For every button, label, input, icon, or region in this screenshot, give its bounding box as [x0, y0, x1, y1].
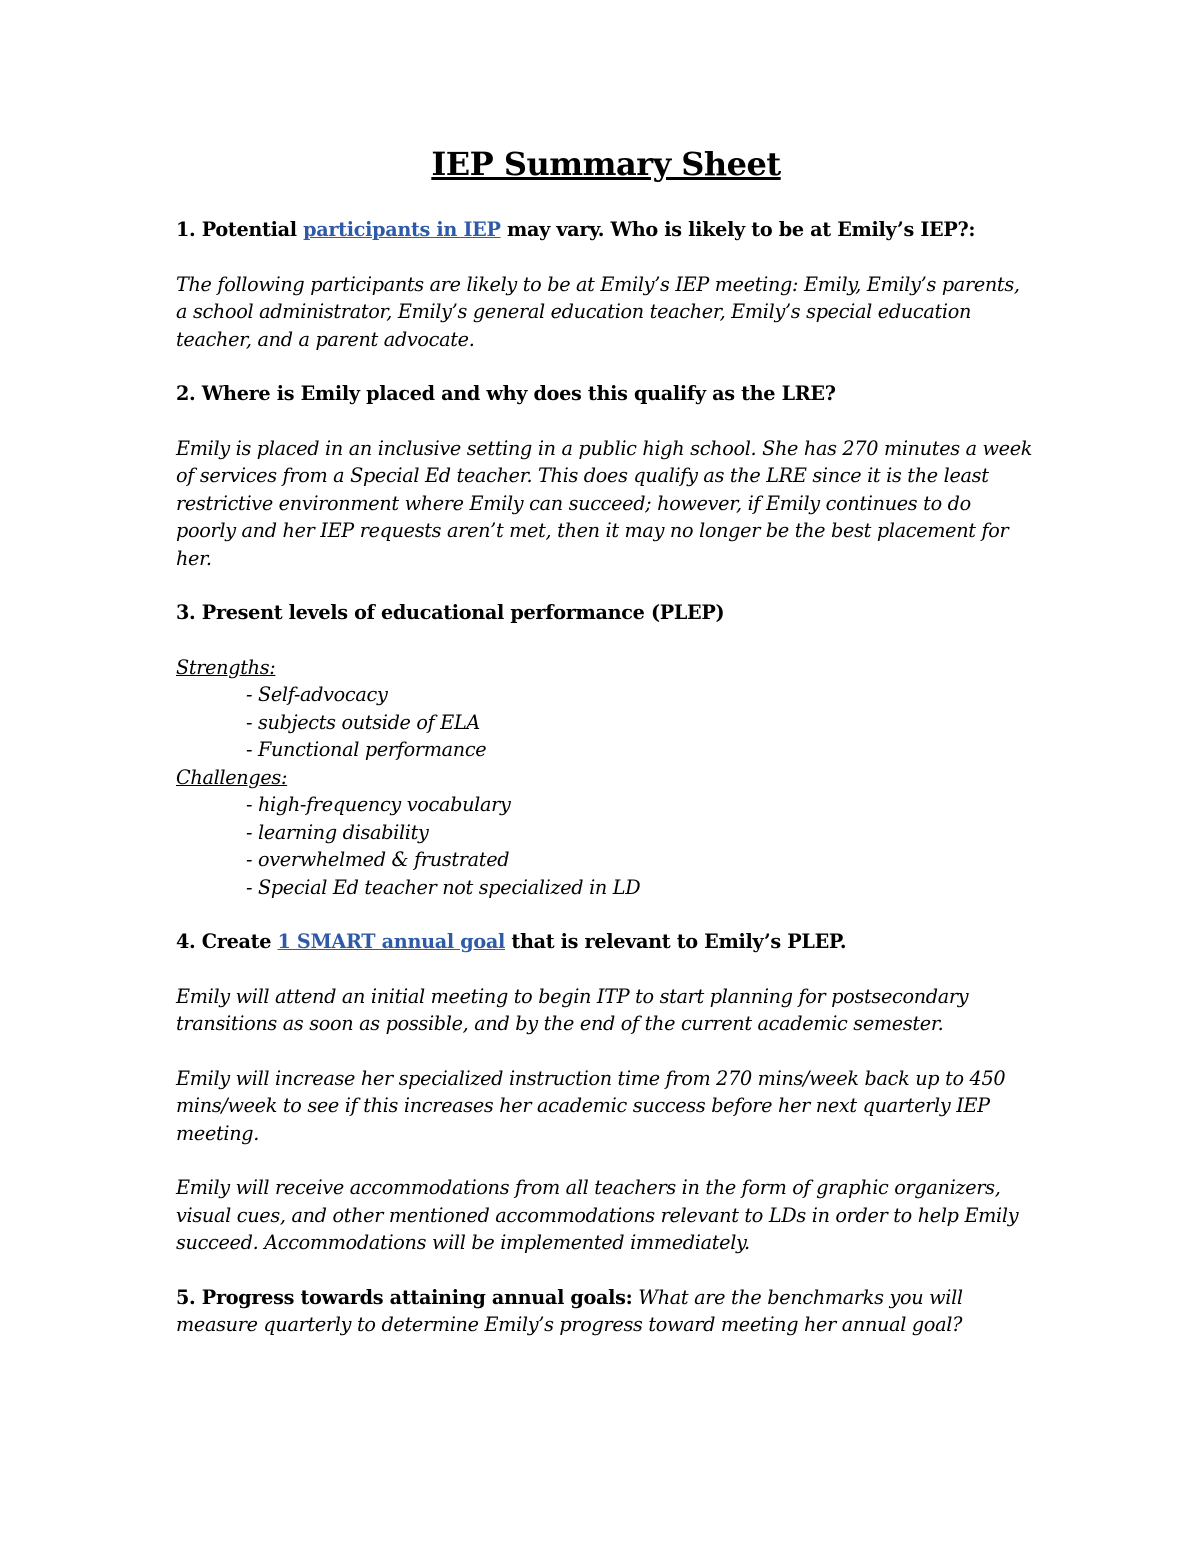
challenges-label: Challenges:	[176, 765, 288, 789]
participants-in-iep-link[interactable]: participants in IEP	[303, 218, 501, 241]
question-4-suffix: that is relevant to Emily’s PLEP.	[505, 930, 847, 953]
question-2: 2. Where is Emily placed and why does this qualify as the LRE?	[176, 382, 836, 405]
answer-4-goal-3: Emily will receive accommodations from all teachers in the form of graphic organizers, visual cues, and other mentioned accommodations relevant to LDs in order to help Emily succeed. Accommodations will be implemented immediately.	[176, 1176, 1019, 1254]
question-1-prefix: 1. Potential	[176, 218, 304, 241]
list-item: - high-frequency vocabulary	[246, 793, 511, 816]
question-5-bold: 5. Progress towards attaining annual goals:	[176, 1285, 633, 1309]
strengths-label: Strengths:	[176, 655, 276, 679]
answer-2: Emily is placed in an inclusive setting in a public high school. She has 270 minutes a week of services from a Special Ed teacher. This does qualify as the LRE since it is the least restrictive environment where Emily can succeed; however, if Emily continues to do poorly and her IEP requests aren’t met, then it may no longer be the best placement for her.	[176, 436, 1033, 570]
list-item: - subjects outside of ELA	[246, 710, 480, 734]
question-4-prefix: 4. Create	[176, 930, 278, 953]
answer-4-goal-2: Emily will increase her specialized instruction time from 270 mins/week back up to 450 mins/week to see if this increases her academic success before her next quarterly IEP meeting.	[176, 1066, 1006, 1145]
challenges-list	[176, 791, 1036, 901]
question-4	[176, 928, 1036, 956]
smart-annual-goal-link[interactable]: 1 SMART annual goal	[277, 930, 505, 953]
list-item: - Self-advocacy	[246, 683, 388, 706]
list-item: - learning disability	[246, 820, 429, 844]
answer-1: The following participants are likely to be at Emily’s IEP meeting: Emily, Emily’s parents, a school administrator, Emily’s general education teacher, Emily’s special education teacher, and a parent advocate.	[176, 272, 1020, 351]
document-page	[176, 140, 1036, 1339]
strengths-list	[176, 681, 1036, 764]
question-1	[176, 216, 1036, 244]
question-3: 3. Present levels of educational performance (PLEP)	[176, 601, 725, 624]
list-item: - overwhelmed & frustrated	[246, 848, 510, 871]
page-title: IEP Summary Sheet	[431, 145, 781, 183]
list-item: - Special Ed teacher not specialized in LD	[246, 875, 641, 899]
answer-4-goal-1: Emily will attend an initial meeting to begin ITP to start planning for postsecondary transitions as soon as possible, and by the end of the current academic semester.	[176, 984, 969, 1035]
list-item: - Functional performance	[246, 738, 487, 761]
question-1-suffix: may vary. Who is likely to be at Emily’s IEP?:	[500, 218, 976, 241]
question-5-italic: What are the benchmarks you will measure quarterly to determine Emily’s progress toward meeting her annual goal?	[176, 1285, 963, 1336]
question-5	[176, 1284, 1036, 1339]
